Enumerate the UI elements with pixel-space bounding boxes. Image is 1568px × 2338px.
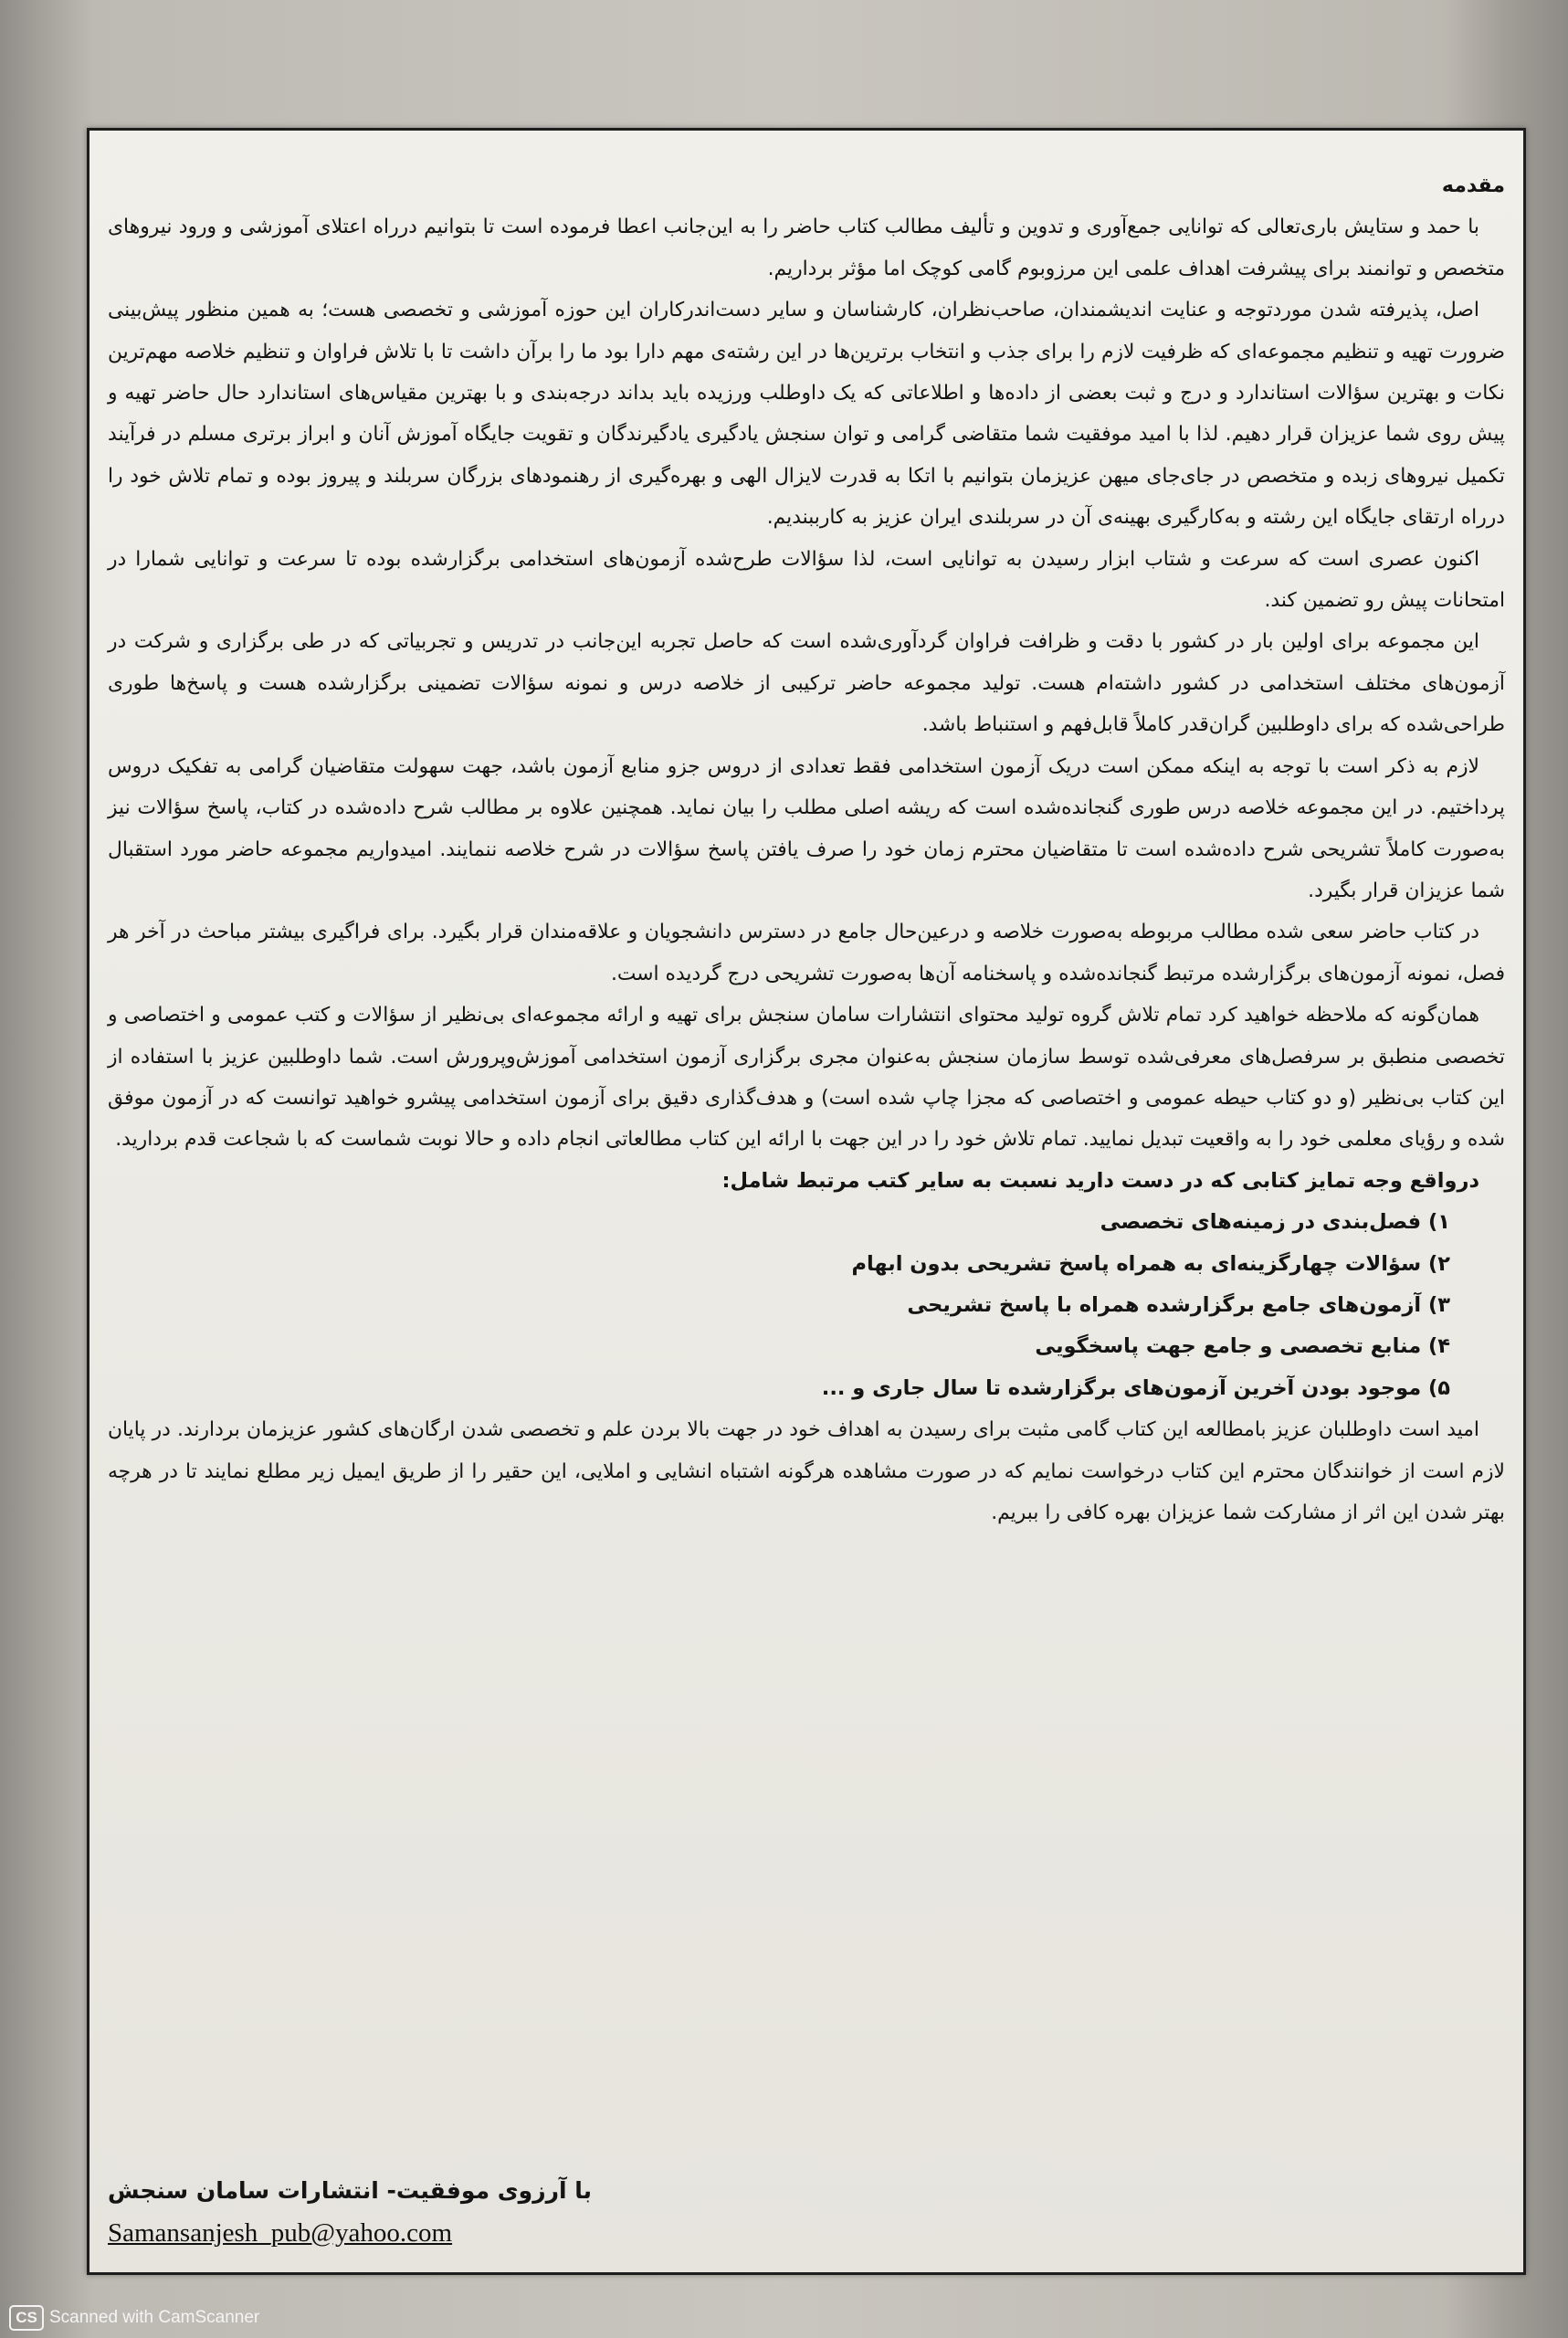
page-heading: مقدمه (1441, 174, 1505, 197)
paragraph-speed: اکنون عصری است که سرعت و شتاب ابزار رسیدن به توانایی است، لذا سؤالات طرح‌شده آزمون‌های استخدامی برگزارشده بوده تا سرعت و توانایی شمارا در امتحانات پیش رو تضمین کند. (108, 547, 1505, 613)
contact-email: Samansanjesh_pub@yahoo.com (108, 2218, 453, 2248)
paragraph-note: لازم به ذکر است با توجه به اینکه ممکن است دریک آزمون استخدامی فقط تعدادی از دروس جزو منابع آزمون باشد، جهت سهولت متقاضیان گرامی به تفکیک دروس پرداختیم. در این مجموعه خلاصه درس طوری گنجانده‌شده است که ریشه اصلی مطلب را بیان نماید. همچنین علاوه بر مطالب شرح داده‌شده در کتاب، پاسخ سؤالات نیز به‌صورت کاملاً تشریحی شرح داده‌شده است تا متقاضیان محترم زمان خود را صرف یافتن پاسخ سؤالات در شرح خلاصه ننمایند. امیدواریم مجموعه حاضر مورد استقبال شما عزیزان قرار بگیرد. (108, 754, 1505, 902)
paragraph-collection: این مجموعه برای اولین بار در کشور با دقت و ظرافت فراوان گردآوری‌شده است که حاصل تجربه این‌جانب در تدریس و تجربیاتی که در طی برگزاری و شرکت در آزمون‌های مختلف استخدامی در کشور داشته‌ام هست. تولید مجموعه حاضر ترکیبی از خلاصه درس و نمونه سؤالات تضمینی برگزارشده هست و پاسخ‌ها طوری طراحی‌شده که برای داوطلبین گران‌قدر کاملاً قابل‌فهم و استنباط باشد. (108, 630, 1505, 737)
signoff-line: با آرزوی موفقیت- انتشارات سامان سنجش (108, 2177, 593, 2204)
features-title: درواقع وجه تمایز کتابی که در دست دارید نسبت به سایر کتب مرتبط شامل: (721, 1168, 1479, 1193)
introduction-text (108, 165, 1505, 2254)
paragraph-praise: با حمد و ستایش باری‌تعالی که توانایی جمع‌آوری و تدوین و تألیف مطالب کتاب حاضر را به این‌جانب اعطا فرموده است تا بتوانیم درراه اعتلای آموزشی و ورود نیروهای متخصص و توانمند برای پیشرفت اهداف علمی این مرزوبوم گامی کوچک اما مؤثر برداریم. (108, 216, 1505, 280)
feature-item: ۱) فصل‌بندی در زمینه‌های تخصصی (1100, 1210, 1450, 1235)
camscanner-icon: CS (9, 2305, 44, 2331)
paragraph-publisher: همان‌گونه که ملاحظه خواهید کرد تمام تلاش گروه تولید محتوای انتشارات سامان سنجش برای تهیه و ارائه مجموعه‌ای بی‌نظیر از سؤالات و کتب عمومی و اختصاصی و تخصصی منطبق بر سرفصل‌های معرفی‌شده توسط سازمان سنجش به‌عنوان مجری برگزاری آزمون استخدامی آموزش‌وپرورش است. شما داوطلبین عزیز با استفاده از این کتاب بی‌نظیر (و دو کتاب حیطه عمومی و اختصاصی که مجزا چاپ شده است) و هدف‌گذاری دقیق برای آزمون استخدامی پیشرو خواهید توانست که در آزمون موفق شده و رؤیای معلمی خود را به واقعیت تبدیل نمایید. تمام تلاش خود را در این جهت با ارائه این کتاب مطالعاتی انجام داده و حالا نوبت شماست که با شجاعت قدم بردارید. (108, 1004, 1505, 1152)
paragraph-summary: در کتاب حاضر سعی شده مطالب مربوطه به‌صورت خلاصه و درعین‌حال جامع در دسترس دانشجویان و علاقه‌مندان قرار بگیرد. برای فراگیری بیشتر مباحث در آخر هر فصل، نمونه آزمون‌های برگزارشده مرتبط گنجانده‌شده و پاسخنامه آن‌ها به‌صورت تشریحی درج گردیده است. (108, 921, 1505, 985)
book-page (87, 128, 1526, 2275)
watermark-text: Scanned with CamScanner (49, 2308, 260, 2327)
feature-item: ۳) آزمون‌های جامع برگزارشده همراه با پاسخ تشریحی (907, 1292, 1450, 1317)
feature-item: ۲) سؤالات چهارگزینه‌ای به همراه پاسخ تشریحی بدون ابهام (851, 1251, 1450, 1276)
scanner-watermark (9, 2305, 259, 2331)
features-list (108, 1202, 1505, 1409)
paragraph-closing: امید است داوطلبان عزیز بامطالعه این کتاب گامی مثبت برای رسیدن به اهداف خود در جهت بالا بردن علم و تخصصی شدن ارگان‌های کشور عزیزمان بردارند. در پایان لازم است از خوانندگان محترم این کتاب درخواست نمایم که در صورت مشاهده هرگونه اشتباه انشایی و املایی، این حقیر را از طریق ایمیل زیر مطلع نمایند تا در هرچه بهتر شدن این اثر از مشارکت شما عزیزان بهره کافی را ببریم. (108, 1418, 1505, 1524)
paragraph-purpose: اصل، پذیرفته شدن موردتوجه و عنایت اندیشمندان، صاحب‌نظران، کارشناسان و سایر دست‌اندرکاران این حوزه آموزشی و تخصصی هست؛ به همین منظور پیش‌بینی ضرورت تهیه و تنظیم مجموعه‌ای که ظرفیت لازم را برای جذب و انتخاب برترین‌ها در این رشته‌ی مهم دارا بود ما را برآن داشت تا با تلاش فراوان و تنظیم خلاصه مهم‌ترین نکات و بهترین سؤالات استاندارد و درج و ثبت بعضی از داده‌ها و اطلاعاتی که یک داوطلب ورزیده باید بداند درجه‌بندی و با بهترین مقیاس‌های استاندارد حال حاضر تهیه و پیش روی شما عزیزان قرار دهیم. لذا با امید موفقیت شما متقاضی گرامی و توان سنجش یادگیری یادگیرندگان و تقویت جایگاه آموزش آنان و ابراز برتری مسلم در فرآیند تکمیل نیروهای زبده و متخصص در جای‌جای میهن عزیزمان بتوانیم با اتکا به قدرت لایزال الهی و بهره‌گیری از رهنمودهای بزرگان سربلند و پیروز بوده و تمام تلاش خود را درراه ارتقای جایگاه این رشته و به‌کارگیری بهینه‌ی آن در سربلندی ایران عزیز به کارببندیم. (108, 299, 1505, 530)
feature-item: ۴) منابع تخصصی و جامع جهت پاسخگویی (1035, 1334, 1450, 1359)
feature-item: ۵) موجود بودن آخرین آزمون‌های برگزارشده تا سال جاری و ... (821, 1375, 1450, 1400)
